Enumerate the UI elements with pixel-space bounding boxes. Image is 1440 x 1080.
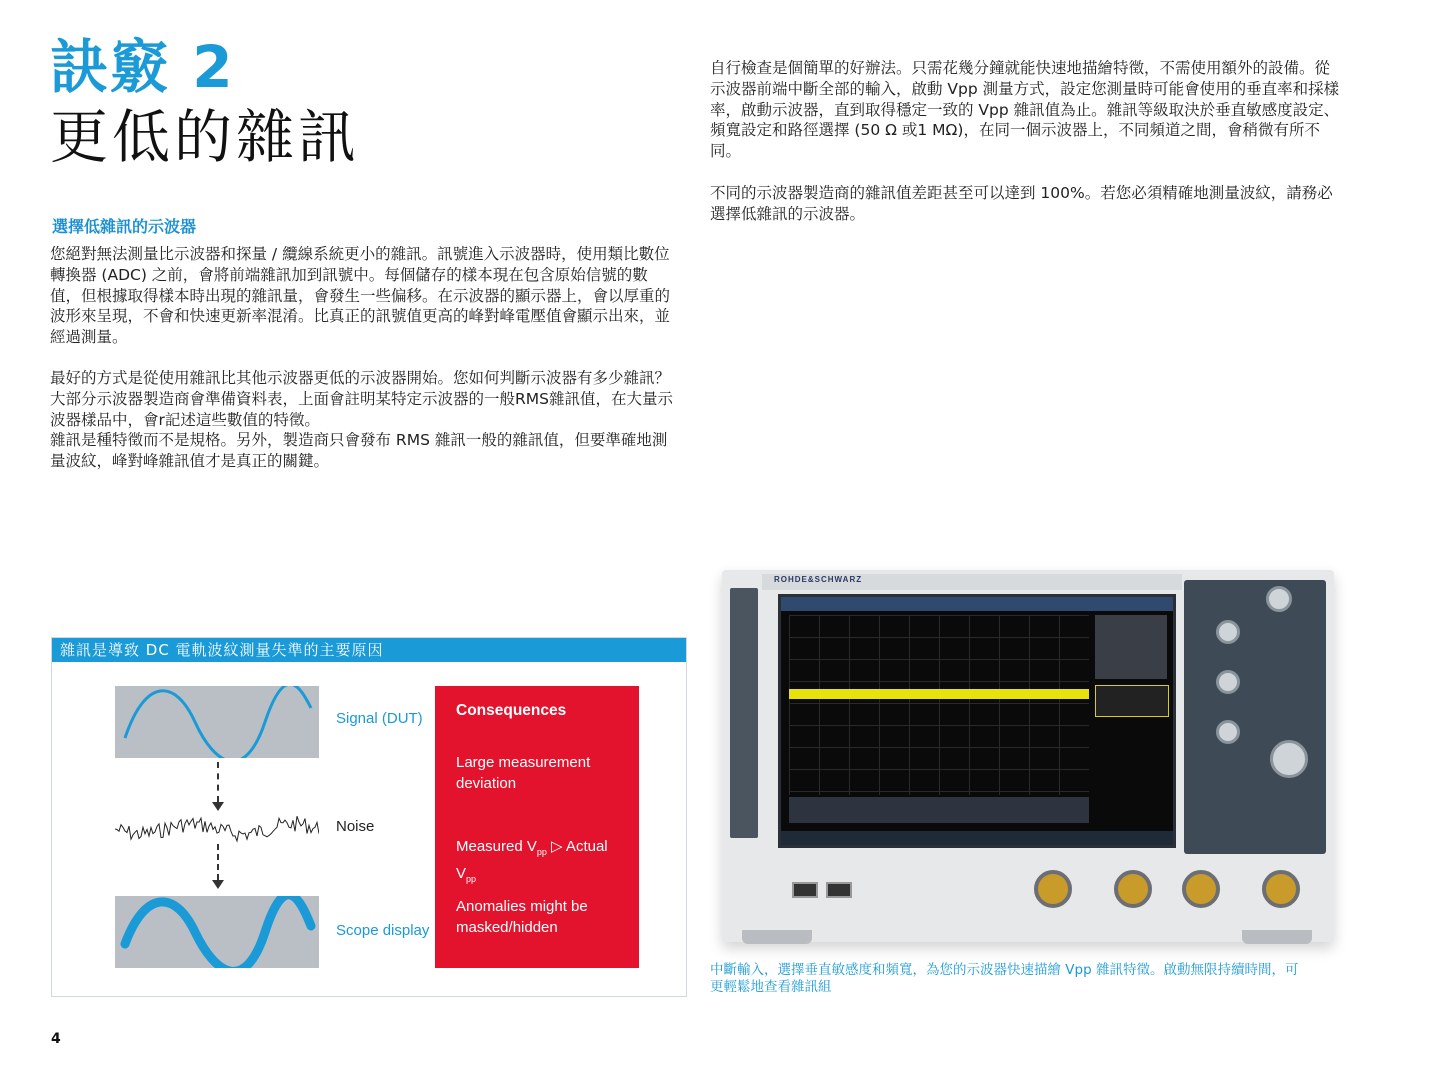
- left-paragraph-3: 雜訊是種特徵而不是規格。另外，製造商只會發布 RMS 雜訊一般的雜訊值，但要準確地測量波紋，峰對峰雜訊值才是真正的關鍵。: [50, 431, 668, 470]
- scope-wave: [115, 896, 319, 968]
- photo-caption: 中斷輸入，選擇垂直敏感度和頻寬，為您的示波器快速描繪 Vpp 雜訊特徵。啟動無限持續時間，可更輕鬆地查看雜訊組: [710, 962, 1299, 995]
- knob-icon: [1216, 720, 1240, 744]
- actual-pp-sub: pp: [466, 874, 477, 884]
- consequence-anomalies: Anomalies might be masked/hidden: [456, 898, 588, 936]
- consequences-box: [435, 686, 639, 968]
- usb-port-icon: [792, 882, 818, 898]
- scope-result-table: [789, 797, 1089, 823]
- right-paragraph-1: 自行檢查是個簡單的好辦法。只需花幾分鐘就能快速地描繪特徵，不需使用額外的設備。從示波器前端中斷全部的輸入，啟動 Vpp 測量方式，設定您測量時可能會使用的垂直率和採樣率，啟動示波器，直到取得穩定一致的 Vpp 雜訊值為止。雜訊等級取決於垂直敏感度設定、頻寬設定和路徑選擇 (50 Ω 或1 MΩ)，在同一個示波器上，不同頻道之間，會稍微有所不同。: [710, 59, 1340, 161]
- scope-measurement-box: [1095, 685, 1169, 717]
- bnc-connector-icon: [1262, 870, 1300, 908]
- scope-screen: [778, 594, 1176, 848]
- section-title: 選擇低雜訊的示波器: [52, 217, 197, 236]
- signal-wave: [115, 686, 319, 758]
- tip-title: 更低的雜訊: [50, 103, 361, 171]
- knob-icon: [1216, 670, 1240, 694]
- measured-pp-sub: pp: [536, 847, 547, 857]
- signal-label: Signal (DUT): [336, 710, 423, 727]
- measured-v-text: Measured V: [456, 838, 537, 855]
- usb-port-icon: [826, 882, 852, 898]
- knob-icon: [1216, 620, 1240, 644]
- knob-icon: [1266, 586, 1292, 612]
- noise-figure: [51, 637, 687, 997]
- scope-screen-toolbar: [781, 597, 1173, 611]
- scope-side-panel: [1095, 615, 1167, 679]
- consequence-deviation: Large measurement deviation: [456, 754, 591, 792]
- arrow-down-icon: [212, 802, 224, 811]
- knob-icon: [1270, 740, 1308, 778]
- noise-label: Noise: [336, 818, 375, 835]
- scope-grid: [789, 615, 1089, 795]
- right-paragraph-2: 不同的示波器製造商的雜訊值差距甚至可以達到 100%。若您必須精確地測量波紋，請務必選擇低雜訊的示波器。: [710, 184, 1333, 223]
- figure-title: 雜訊是導致 DC 電軌波紋測量失準的主要原因: [52, 638, 686, 662]
- scope-brand-logo: ROHDE&SCHWARZ: [774, 575, 863, 584]
- dashed-connector-2: [217, 844, 219, 880]
- consequences-title: Consequences: [456, 702, 567, 719]
- bnc-connector-icon: [1034, 870, 1072, 908]
- left-paragraph-1: 您絕對無法測量比示波器和探量 / 纜線系統更小的雜訊。訊號進入示波器時，使用類比數位轉換器 (ADC) 之前，會將前端雜訊加到訊號中。每個儲存的樣本現在包含原始信號的數值，但根據取得樣本時出現的雜訊量，會發生一些偏移。在示波器的顯示器上，會以厚重的波形來呈現，不會和快速更新率混淆。比真正的訊號值更高的峰對峰電壓值會顯示出來，並經過測量。: [50, 245, 671, 347]
- signal-panel: [115, 686, 319, 758]
- scope-display-panel: [115, 896, 319, 968]
- bnc-connector-icon: [1114, 870, 1152, 908]
- page-number: 4: [51, 1031, 61, 1047]
- scope-menu-bar: [781, 831, 1173, 845]
- left-paragraph-2: 最好的方式是從使用雜訊比其他示波器更低的示波器開始。您如何判斷示波器有多少雜訊？大部分示波器製造商會準備資料表，上面會註明某特定示波器的一般RMS雜訊值，在大量示波器樣品中，會r記述這些數值的特徵。: [50, 369, 673, 429]
- scope-control-panel: [1184, 580, 1326, 854]
- scope-left-buttons: [730, 588, 758, 838]
- oscilloscope-photo: [722, 570, 1334, 942]
- actual-v-text: ▷ Actual V: [456, 838, 608, 882]
- arrow-down-icon: [212, 880, 224, 889]
- noise-wave: [115, 814, 319, 844]
- tip-number: 訣竅 2: [50, 33, 235, 101]
- bnc-connector-icon: [1182, 870, 1220, 908]
- scope-display-label: Scope display: [336, 922, 430, 939]
- scope-noise-trace: [789, 689, 1089, 699]
- scope-foot: [1242, 930, 1312, 944]
- dashed-connector-1: [217, 762, 219, 802]
- consequence-measured-vpp: [456, 836, 626, 890]
- scope-foot: [742, 930, 812, 944]
